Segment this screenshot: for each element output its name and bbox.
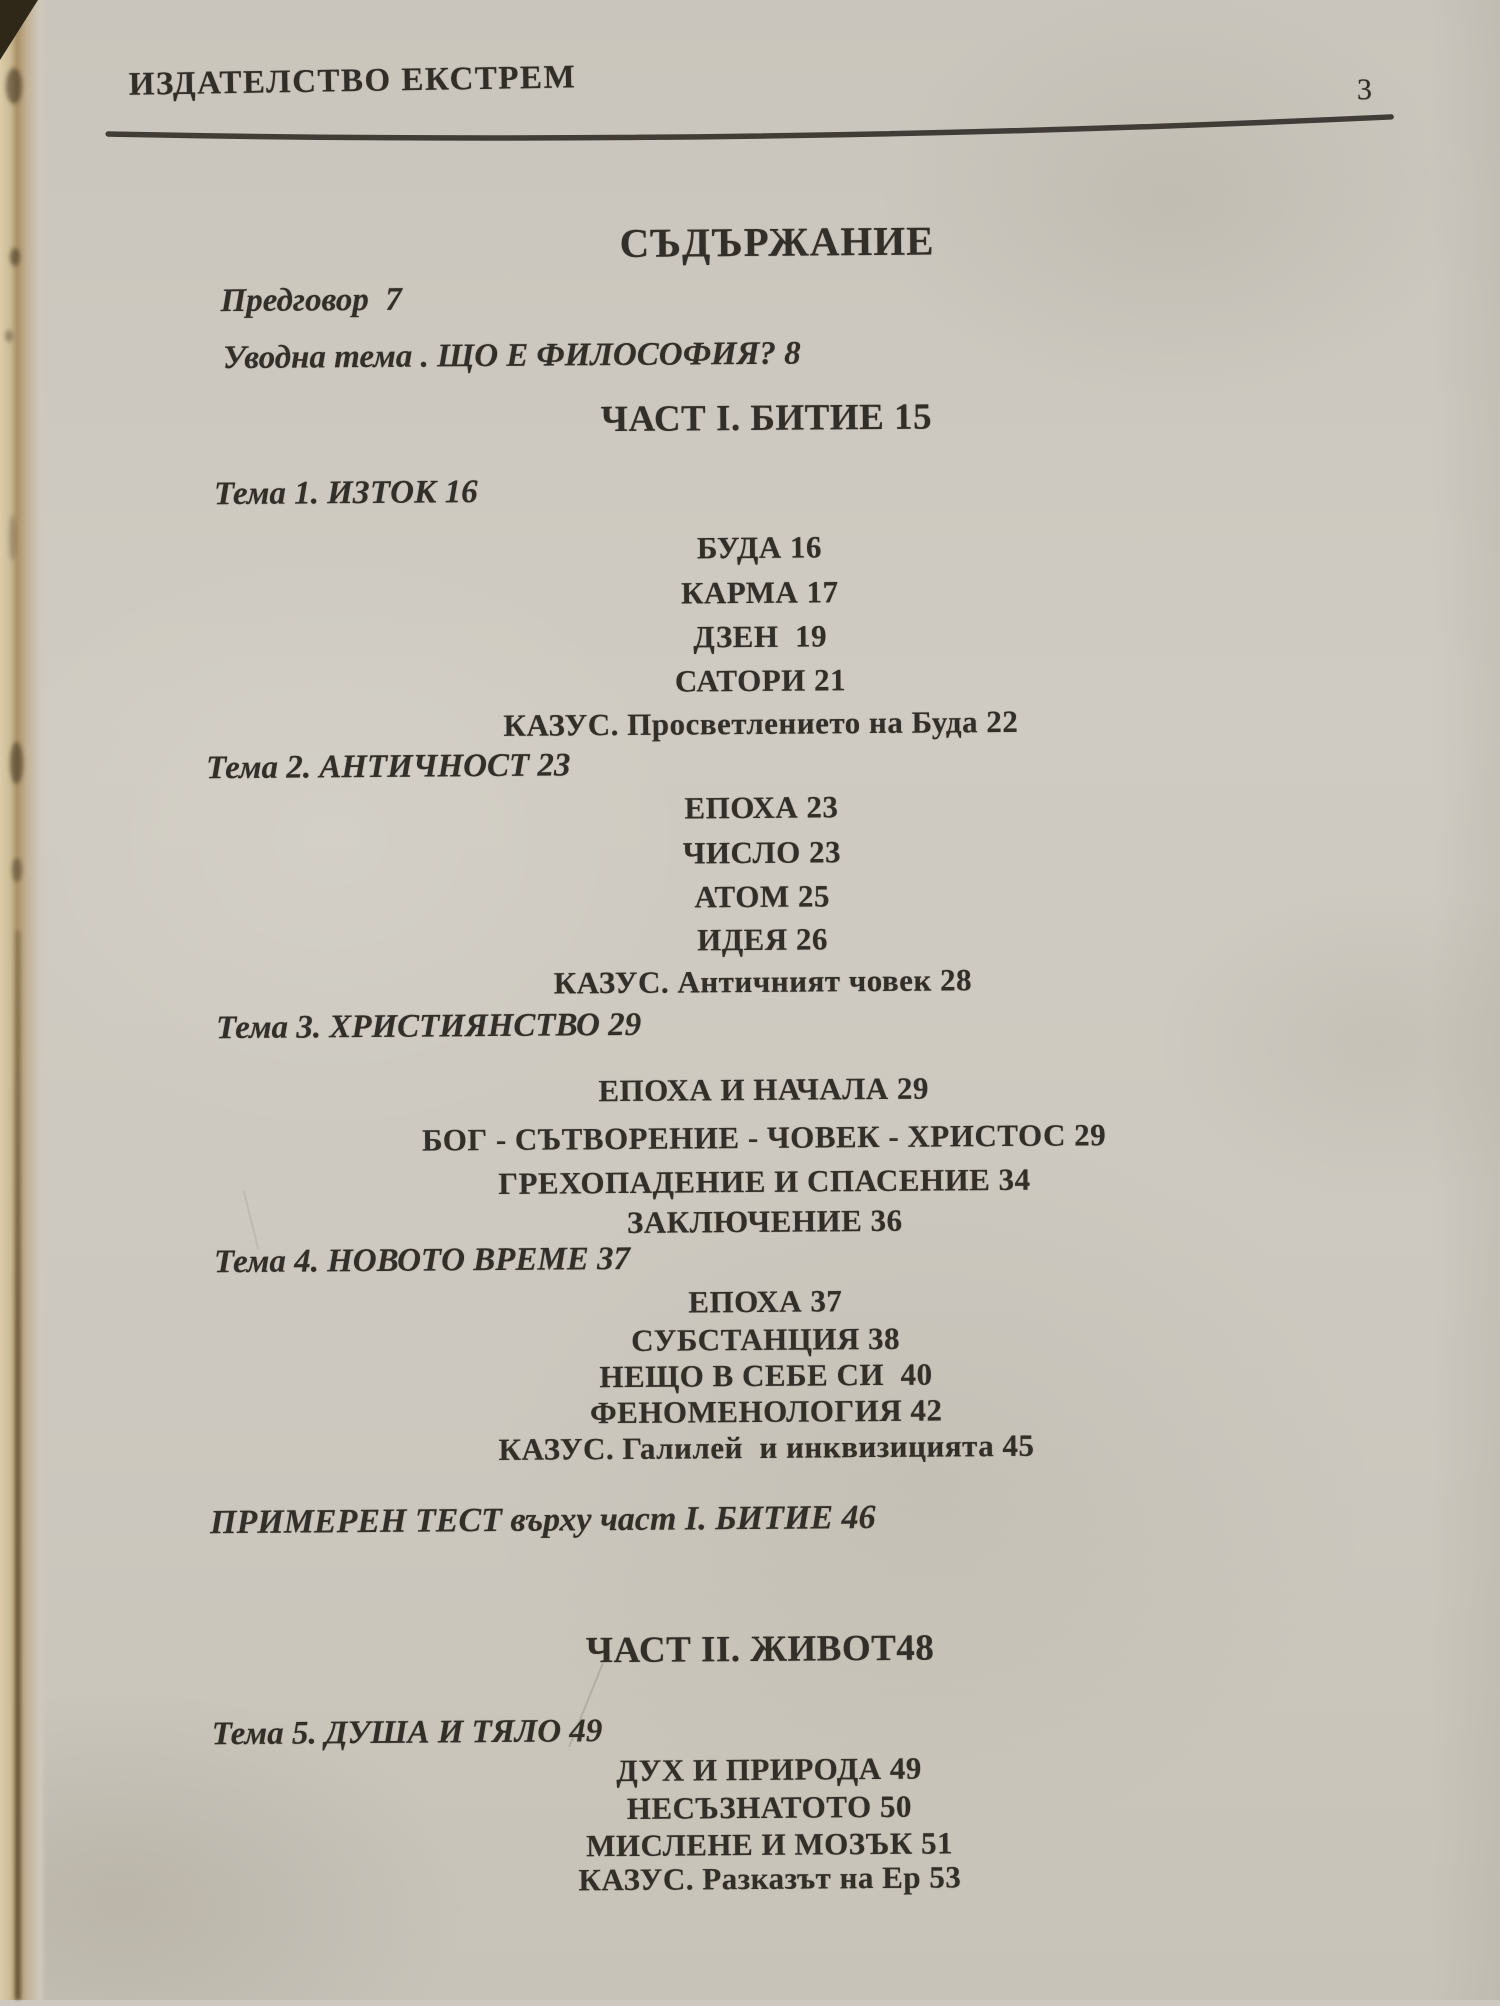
- toc-line-substancia: СУБСТАНЦИЯ 38: [631, 1320, 901, 1358]
- running-header-publisher: ИЗДАТЕЛСТВО ЕКСТРЕМ: [128, 59, 577, 103]
- toc-line-fenomenologia: ФЕНОМЕНОЛОГИЯ 42: [589, 1392, 943, 1431]
- toc-line-dzen: ДЗЕН 19: [693, 618, 828, 655]
- toc-line-epoha-37: ЕПОХА 37: [688, 1283, 843, 1320]
- toc-line-kazus-buda: КАЗУС. Просветлението на Буда 22: [503, 703, 1019, 743]
- toc-line-zaklyuchenie: ЗАКЛЮЧЕНИЕ 36: [626, 1202, 903, 1240]
- edge-stain: [9, 515, 16, 561]
- toc-line-mislene-mozak: МИСЛЕНЕ И МОЗЪК 51: [586, 1825, 954, 1864]
- toc-line-atom: АТОМ 25: [694, 878, 831, 915]
- toc-line-theme-4: Тема 4. НОВОТО ВРЕМЕ 37: [213, 1240, 631, 1281]
- edge-stain: [6, 68, 22, 104]
- toc-line-primeren-test: ПРИМЕРЕН ТЕСТ върху част I. БИТИЕ 46: [209, 1499, 876, 1542]
- toc-intro-title: ЩО Е ФИЛОСОФИЯ? 8: [436, 335, 801, 375]
- toc-line-karma: КАРМА 17: [680, 574, 839, 611]
- toc-line-theme-2: Тема 2. АНТИЧНОСТ 23: [206, 747, 571, 787]
- toc-line-nesaznatoto: НЕСЪЗНАТОТО 50: [626, 1788, 913, 1826]
- toc-line-kazus-er: КАЗУС. Разказът на Ер 53: [578, 1859, 962, 1898]
- toc-line-theme-3: Тема 3. ХРИСТИЯНСТВО 29: [216, 1006, 642, 1047]
- edge-stain: [10, 742, 23, 784]
- toc-line-preface: Предговор 7: [220, 281, 402, 320]
- toc-line-grehopadenie: ГРЕХОПАДЕНИЕ И СПАСЕНИЕ 34: [498, 1161, 1031, 1201]
- toc-line-bog-satvorenie: БОГ - СЪТВОРЕНИЕ - ЧОВЕК - ХРИСТОС 29: [421, 1117, 1107, 1158]
- header-rule: [0, 0, 1493, 176]
- toc-heading-part-1: ЧАСТ I. БИТИЕ 15: [600, 396, 933, 441]
- toc-line-buda: БУДА 16: [696, 529, 823, 566]
- toc-line-intro-theme: [223, 336, 801, 378]
- toc-line-theme-5: Тема 5. ДУША И ТЯЛО 49: [211, 1713, 603, 1753]
- toc-intro-label: Уводна тема .: [222, 338, 438, 377]
- toc-line-epoha-23: ЕПОХА 23: [684, 789, 839, 826]
- toc-line-theme-1: Тема 1. ИЗТОК 16: [213, 474, 478, 513]
- edge-stain: [5, 330, 13, 342]
- toc-line-ideya: ИДЕЯ 26: [696, 921, 829, 958]
- toc-line-chislo: ЧИСЛО 23: [682, 834, 842, 871]
- toc-line-epoha-nachala: ЕПОХА И НАЧАЛА 29: [598, 1070, 930, 1109]
- book-fore-edge: [0, 0, 46, 2000]
- toc-line-duh-priroda: ДУХ И ПРИРОДА 49: [616, 1750, 922, 1789]
- toc-title: СЪДЪРЖАНИЕ: [619, 217, 935, 267]
- toc-line-neshto-v-sebe-si: НЕЩО В СЕБЕ СИ 40: [599, 1356, 933, 1395]
- toc-heading-part-2: ЧАСТ II. ЖИВОТ48: [585, 1627, 935, 1672]
- edge-stain: [10, 248, 20, 266]
- edge-stain: [12, 858, 22, 882]
- toc-line-kazus-antichen: КАЗУС. Античният човек 28: [553, 962, 973, 1001]
- book-cover-corner: [0, 0, 38, 60]
- page-number: 3: [1356, 73, 1372, 107]
- page-crease: [15, 930, 21, 2000]
- toc-line-kazus-galilei: КАЗУС. Галилей и инквизицията 45: [498, 1427, 1035, 1467]
- toc-line-satori: САТОРИ 21: [674, 662, 847, 699]
